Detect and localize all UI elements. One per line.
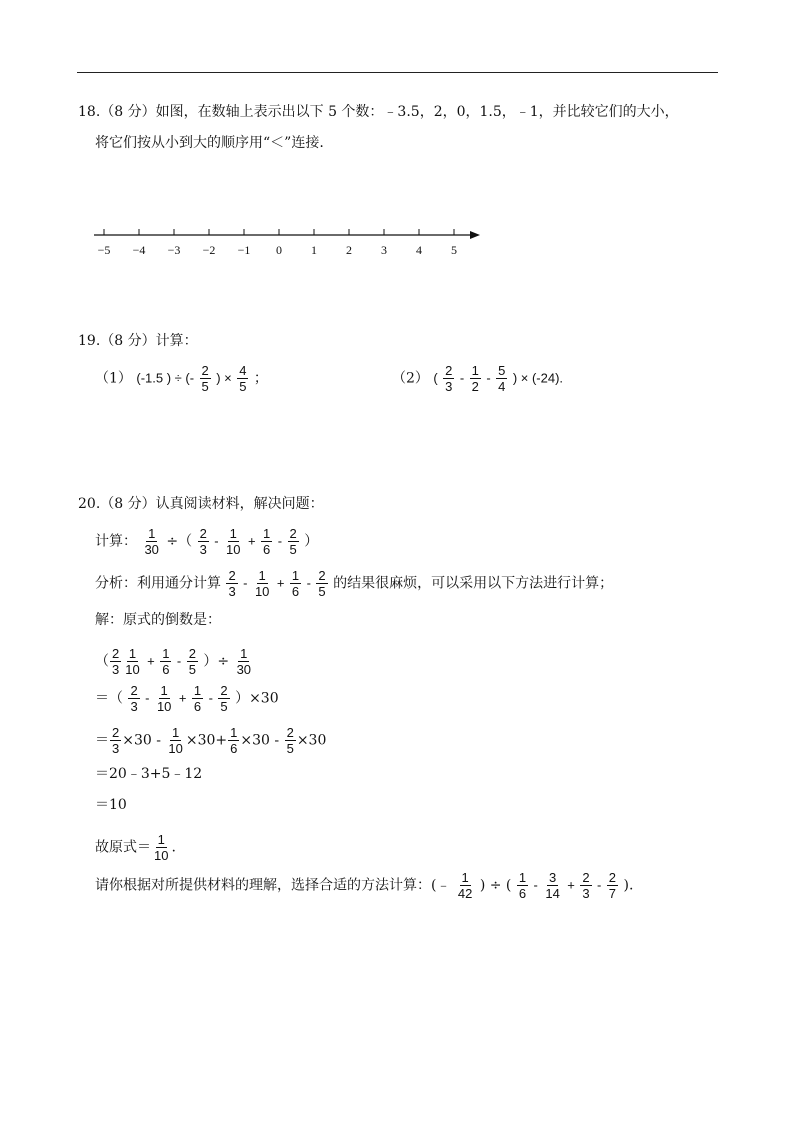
q20-calc-frac0 xyxy=(142,526,160,557)
q20-analysis-s2: + xyxy=(276,575,285,591)
q20-task-s3: - xyxy=(597,877,602,893)
q20-calc-frac0-den: 30 xyxy=(144,542,159,557)
q20-calc-frac1 xyxy=(198,526,209,557)
q19-p2-b: ) × (-24). xyxy=(512,370,564,386)
q20-r6-frac xyxy=(152,832,170,863)
q20-r1-s3: - xyxy=(176,653,182,669)
q20-r1-frac1-num: 2 xyxy=(112,646,120,661)
q20-r3-frac1 xyxy=(110,725,121,756)
q20-analysis-b: 的结果很麻烦，可以采用以下方法进行计算； xyxy=(333,575,614,592)
q20-calc-frac1-num: 2 xyxy=(199,526,207,541)
q20-calc-frac0-num: 1 xyxy=(148,526,156,541)
q20-r2-frac2 xyxy=(155,683,173,714)
q20-r1-frac3 xyxy=(160,646,171,677)
q20-task-frac3-den: 3 xyxy=(582,886,590,901)
q20-r3-t1: ×30 - xyxy=(122,732,161,749)
q20-task xyxy=(95,870,633,901)
q19-p2-frac1-num: 2 xyxy=(445,363,453,378)
q20-r3-eq: ＝ xyxy=(95,732,109,749)
q19-p1-frac1-den: 5 xyxy=(201,379,209,394)
q20-analysis-frac2 xyxy=(253,568,271,599)
q19-p2-label: （2） xyxy=(392,370,429,387)
q19-p2-s2: - xyxy=(486,370,491,386)
q20-analysis-frac4-num: 2 xyxy=(318,568,326,583)
q20-calc-frac3-num: 1 xyxy=(263,526,271,541)
number-line-label: −2 xyxy=(202,243,216,257)
q20-row6 xyxy=(95,832,176,863)
q20-r2-open: ＝（ xyxy=(95,690,123,707)
q20-r2-s2: + xyxy=(178,690,187,706)
q20-analysis-frac1 xyxy=(226,568,237,599)
q20-r6-end: . xyxy=(171,839,176,856)
q20-r2-frac3 xyxy=(192,683,203,714)
q20-title: 20.（8 分）认真阅读材料，解决问题： xyxy=(78,496,324,512)
q20-r3-frac2-den: 10 xyxy=(168,741,183,756)
q20-solution-label: 解：原式的倒数是： xyxy=(95,612,221,628)
q20-row2 xyxy=(95,683,279,714)
q20-r3-t2: ×30+ xyxy=(185,732,228,749)
q19-p1-frac2-num: 4 xyxy=(239,363,247,378)
q20-r3-t4: ×30 xyxy=(296,732,327,749)
q20-task-frac3-num: 2 xyxy=(582,870,590,885)
q20-r3-frac1-num: 2 xyxy=(112,725,120,740)
q20-task-frac0-den: 42 xyxy=(457,886,473,901)
number-line-arrow xyxy=(470,231,480,239)
q20-calc-s1: - xyxy=(214,533,219,549)
q19-title: 19.（8 分）计算： xyxy=(78,333,198,349)
q20-calc-frac4-den: 5 xyxy=(289,542,297,557)
number-line-label: −1 xyxy=(237,243,251,257)
q20-analysis-frac3-num: 1 xyxy=(291,568,300,583)
q20-r1-frac4-num: 2 xyxy=(188,646,196,661)
q20-r2-close: ）×30 xyxy=(235,690,279,707)
q20-r1-frac4-den: 5 xyxy=(188,662,196,677)
q20-r1-frac2-den: 10 xyxy=(125,662,140,677)
q20-calc-frac2-den: 10 xyxy=(226,542,241,557)
q20-calc-close: ） xyxy=(304,533,319,550)
q19-p2-frac3 xyxy=(496,363,507,394)
q20-r1-frac3-num: 1 xyxy=(162,646,170,661)
q19-part2 xyxy=(392,363,563,394)
q20-r1-open: （ xyxy=(95,653,109,670)
q20-r3-frac2 xyxy=(166,725,184,756)
q20-calc-div: ÷（ xyxy=(166,533,193,550)
q20-task-s1: - xyxy=(533,877,538,893)
q20-r3-frac2-num: 1 xyxy=(172,725,180,740)
q19-p1-end: ； xyxy=(253,370,268,387)
q20-analysis-a: 分析：利用通分计算 xyxy=(95,575,221,592)
q20-r3-frac4 xyxy=(285,725,296,756)
q19-p1-frac1 xyxy=(200,363,211,394)
number-line-label: 2 xyxy=(346,243,352,257)
q20-r6-a: 故原式＝ xyxy=(95,839,151,856)
q19-p2-frac1 xyxy=(443,363,454,394)
q20-r2-frac4-den: 5 xyxy=(220,699,228,714)
q19-p2-frac3-num: 5 xyxy=(498,363,506,378)
q20-r1-frac1-den: 3 xyxy=(112,662,120,677)
q20-analysis-frac4-den: 5 xyxy=(318,584,326,599)
q19-p2-frac2-num: 1 xyxy=(471,363,479,378)
q20-r2-frac4-num: 2 xyxy=(220,683,228,698)
q20-task-frac1 xyxy=(517,870,528,901)
q20-r2-frac4 xyxy=(218,683,229,714)
q20-task-frac1-den: 6 xyxy=(518,886,527,901)
q20-r3-frac3 xyxy=(228,725,239,756)
q20-analysis-s3: - xyxy=(306,575,311,591)
q20-calc-frac4-num: 2 xyxy=(289,526,297,541)
number-line-label: 1 xyxy=(311,243,317,257)
number-line-label: 0 xyxy=(276,243,282,257)
q20-calc-s2: + xyxy=(247,533,256,549)
q20-task-frac4-num: 2 xyxy=(608,870,617,885)
q20-task-frac2-num: 3 xyxy=(548,870,557,885)
number-line-label: −5 xyxy=(97,243,111,257)
q19-p2-frac2 xyxy=(470,363,481,394)
q20-calc xyxy=(95,526,318,557)
q20-r1-close: ）÷ xyxy=(203,653,230,670)
number-line-label: −4 xyxy=(132,243,146,257)
q20-analysis-frac3 xyxy=(290,568,301,599)
q20-calc-frac3-den: 6 xyxy=(263,542,271,557)
q20-analysis-frac3-den: 6 xyxy=(291,584,300,599)
q20-task-frac0 xyxy=(456,870,474,901)
q18-line2: 将它们按从小到大的顺序用“＜”连接. xyxy=(95,135,324,151)
q19-p1-frac1-num: 2 xyxy=(201,363,209,378)
q20-r2-frac1-den: 3 xyxy=(130,699,138,714)
q20-r1-frac5-num: 1 xyxy=(240,646,248,661)
q18-line1: 18.（8 分）如图，在数轴上表示出以下 5 个数：﹣3.5，2，0，1.5，﹣1，并比较它们的大小， xyxy=(78,104,679,120)
q20-row3 xyxy=(95,725,326,756)
q19-p2-frac1-den: 3 xyxy=(445,379,453,394)
q20-calc-frac4 xyxy=(288,526,299,557)
q20-r3-frac4-num: 2 xyxy=(286,725,294,740)
q20-analysis-frac4 xyxy=(316,568,327,599)
q20-r2-frac1 xyxy=(128,683,139,714)
q20-row1 xyxy=(95,646,254,677)
q20-task-frac2 xyxy=(543,870,561,901)
q20-r3-frac3-den: 6 xyxy=(230,741,238,756)
header-rule xyxy=(77,72,718,73)
q20-analysis-frac1-num: 2 xyxy=(228,568,236,583)
q20-r2-s3: - xyxy=(208,690,213,706)
q19-p2-frac2-den: 2 xyxy=(471,379,479,394)
q19-p2-s1: - xyxy=(459,370,465,386)
q19-p1-a: (-1.5 ) ÷ (- xyxy=(136,370,195,386)
number-line-label: −3 xyxy=(167,243,181,257)
q20-task-frac4 xyxy=(607,870,618,901)
q20-calc-frac1-den: 3 xyxy=(199,542,207,557)
q20-r1-frac1 xyxy=(110,646,121,677)
number-line-label: 5 xyxy=(451,243,457,257)
q20-row4: ＝20﹣3+5﹣12 xyxy=(95,766,203,782)
q20-calc-label: 计算： xyxy=(95,533,137,550)
q20-r1-frac2 xyxy=(123,646,141,677)
q20-r1-frac5-den: 30 xyxy=(236,662,252,677)
q20-row5: ＝10 xyxy=(95,797,127,813)
q20-r3-frac4-den: 5 xyxy=(286,741,294,756)
number-line xyxy=(80,222,500,262)
q19-p1-label: （1） xyxy=(95,370,132,387)
q19-part1 xyxy=(95,363,268,394)
q20-analysis-frac2-den: 10 xyxy=(254,584,270,599)
q20-task-a: 请你根据对所提供材料的理解，选择合适的方法计算：(﹣ xyxy=(95,877,451,894)
q20-task-div: ) ÷ ( xyxy=(479,877,512,894)
q20-calc-frac2 xyxy=(224,526,242,557)
q20-calc-frac3 xyxy=(261,526,272,557)
q20-analysis-frac2-num: 1 xyxy=(258,568,266,583)
q19-p1-frac2 xyxy=(237,363,248,394)
number-line-label: 4 xyxy=(416,243,422,257)
q20-r6-frac-den: 10 xyxy=(154,848,169,863)
q20-task-frac2-den: 14 xyxy=(545,886,560,901)
q20-r2-s1: - xyxy=(145,690,150,706)
number-line-label: 3 xyxy=(381,243,387,257)
q19-p1-frac2-den: 5 xyxy=(239,379,247,394)
q20-analysis xyxy=(95,568,613,599)
q20-task-frac1-num: 1 xyxy=(518,870,527,885)
q20-calc-s3: - xyxy=(277,533,283,549)
q20-task-frac0-num: 1 xyxy=(461,870,469,885)
q20-r2-frac3-den: 6 xyxy=(193,699,202,714)
q20-r1-frac2-num: 1 xyxy=(128,646,137,661)
q20-task-end: ). xyxy=(623,877,634,894)
q20-r1-frac3-den: 6 xyxy=(162,662,170,677)
q20-r2-frac2-num: 1 xyxy=(160,683,168,698)
q20-task-s2: + xyxy=(567,877,575,893)
q20-analysis-s1: - xyxy=(243,575,248,591)
q20-analysis-frac1-den: 3 xyxy=(228,584,236,599)
q19-p2-frac3-den: 4 xyxy=(498,379,506,394)
q20-r2-frac2-den: 10 xyxy=(156,699,172,714)
q20-r3-frac3-num: 1 xyxy=(230,725,238,740)
q20-r2-frac1-num: 2 xyxy=(130,683,138,698)
q20-task-frac3 xyxy=(580,870,591,901)
q20-r3-t3: ×30 - xyxy=(240,732,280,749)
q20-r6-frac-num: 1 xyxy=(157,832,165,847)
q20-r1-frac4 xyxy=(187,646,198,677)
q19-p1-b: ) × xyxy=(216,370,232,386)
q20-r1-s2: + xyxy=(147,653,155,669)
q20-task-frac4-den: 7 xyxy=(608,886,617,901)
q20-r2-frac3-num: 1 xyxy=(193,683,202,698)
q20-calc-frac2-num: 1 xyxy=(229,526,237,541)
q20-r3-frac1-den: 3 xyxy=(112,741,120,756)
q19-p2-a: ( xyxy=(433,370,438,386)
q20-r1-frac5 xyxy=(235,646,253,677)
